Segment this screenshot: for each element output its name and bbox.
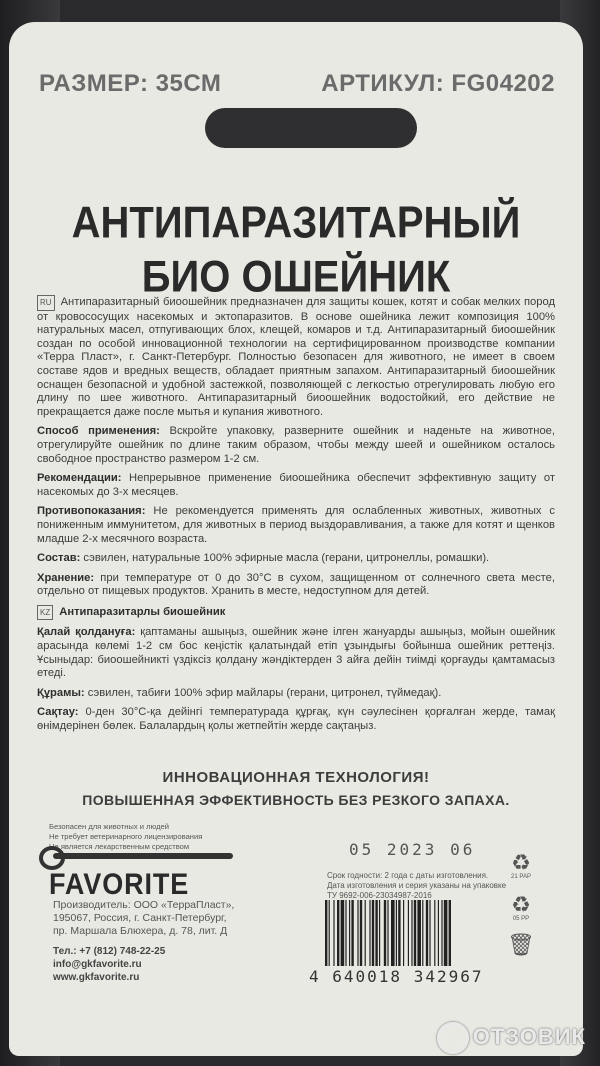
favorite-logo	[39, 846, 234, 901]
barcode-bar	[384, 900, 386, 966]
barcode-bar	[325, 900, 327, 966]
barcode-bar	[345, 900, 346, 966]
website: www.gkfavorite.ru	[53, 972, 140, 983]
barcode-bar	[337, 900, 339, 966]
ru-intro: RU Антипаразитарный биоошейник предназначен для защиты кошек, котят и собак мелких пород от кровососущих насекомых и эктопаразитов. В основе ошейника лежит композиция 100% натуральных масел, отпугивающих блох, клещей, комаров и т.д. Антипаразитарный биоошейник создан по особой инновационной технологии на сертифицированном производстве компании «Терра Пласт», г. Санкт-Петербург. Полностью безопасен для животного, не имеет в своем составе ядов и вредных веществ, обладает приятным запахом. Антипаразитарный биоошейник оснащен безопасной и удобной застежкой, позволяющей с легкостью отрегулировать любую его длину по шее животного. Антипаразитарный биоошейник водостойкий, его действие не прекращается даже после мытья и купания животного.	[37, 296, 555, 418]
barcode-bar	[438, 900, 439, 966]
ru-storage: Хранение: при температуре от 0 до 30°С в сухом, защищенном от солнечного света месте, отдельно от пищевых продуктов. Хранить в месте, недоступном для детей.	[37, 571, 555, 598]
hang-hole	[205, 108, 417, 148]
barcode-bar	[349, 900, 350, 966]
ru-composition: Состав: сэвилен, натуральные 100% эфирные масла (герани, цитронеллы, ромашки).	[37, 552, 490, 565]
kz-storage: Сақтау: 0-ден 30°С-қа дейінгі температурада құрғақ, күн сәулесінен қорғалған жерде, тамақ өнімдерінен бөлек. Балалардың қолы жетпейтін жерде сақтаңыз.	[37, 706, 555, 733]
barcode-bar	[351, 900, 353, 966]
barcode-bar	[341, 900, 345, 966]
slogan	[9, 769, 583, 808]
ru-recommend: Рекомендации: Непрерывное применение биоошейника обеспечит эффективную защиту от насекомых до 3-х месяцев.	[37, 472, 555, 498]
barcode-bar	[422, 900, 423, 966]
product-title	[9, 196, 583, 304]
slogan-line-2: ПОВЫШЕННАЯ ЭФФЕКТИВНОСТЬ БЕЗ РЕЗКОГО ЗАПАХА.	[82, 792, 510, 808]
barcode-bar	[414, 900, 416, 966]
trash-bin-icon: 🗑	[507, 932, 535, 957]
barcode-bar	[441, 900, 442, 966]
header-row	[39, 70, 555, 98]
size-label: РАЗМЕР: 35СМ	[39, 70, 222, 97]
brand-name: FAVORITE	[49, 868, 190, 901]
title-line-1: АНТИПАРАЗИТАРНЫЙ	[71, 198, 521, 248]
barcode-bar	[429, 900, 430, 966]
barcode-bar	[408, 900, 409, 966]
recycle-pap-icon: ♻ 21 PAP	[511, 850, 531, 880]
date-code: 05 2023 06	[349, 840, 476, 859]
barcode-bar	[411, 900, 412, 966]
contacts	[53, 945, 165, 984]
barcode-number: 4 640018 342967	[309, 967, 484, 986]
barcode-bar	[333, 900, 334, 966]
barcode-bar	[357, 900, 358, 966]
kz-usage: Қалай қолдануға: қаптаманы ашыңыз, ошейник және ілген жануарды ашыңыз, мойын ошейник арасында көлемі 1-2 см бос кеңістік қалатындай етіп ұзындығы бойынша ошейник реттеңіз. Ұсыныдар: биоошейникті үздіксіз қолдану жәндіктерден 3 айға дейін тиімді қорғауды қамтамасыз етеді.	[37, 626, 555, 680]
expiry-info: Срок годности: 2 года с даты изготовления. Дата изготовления и серия указаны на упаковке ТУ 9692-006-23034987-2016	[327, 871, 507, 900]
barcode-bar	[379, 900, 380, 966]
ru-contra: Противопоказания: Не рекомендуется применять для ослабленных животных, животных с пониженным иммунитетом, для животных в период выздоравливания, а также для котят и щенков младше 2-х месячного возраста.	[37, 505, 555, 545]
barcode-bar	[360, 900, 362, 966]
barcode-bar	[329, 900, 330, 966]
barcode-bar	[396, 900, 397, 966]
producer-info: Производитель: ООО «ТерраПласт», 195067, Россия, г. Санкт-Петербург, пр. Маршала Блюхера, д. 78, лит. Д	[53, 899, 235, 937]
note-item: Не является лекарственным средством	[49, 842, 190, 851]
leash-line	[53, 853, 233, 859]
email: info@gkfavorite.ru	[53, 959, 142, 970]
ru-usage: Способ применения: Вскройте упаковку, разверните ошейник и наденьте на животное, отрегулируйте ошейник по длине таким образом, чтобы между шеей и ошейником осталось свободное пространство размером 1-2 см.	[37, 425, 555, 465]
title-line-2: БИО ОШЕЙНИК	[141, 252, 451, 302]
barcode-bar	[372, 900, 374, 966]
product-card	[9, 22, 583, 1056]
barcode-bar	[444, 900, 448, 966]
kz-lang-badge: KZ	[37, 605, 53, 621]
slogan-line-1: ИННОВАЦИОННАЯ ТЕХНОЛОГИЯ!	[162, 769, 430, 786]
barcode-bar	[417, 900, 421, 966]
barcode-bar	[375, 900, 377, 966]
barcode-bar	[449, 900, 451, 966]
otzovik-logo-icon	[437, 1022, 469, 1054]
ru-lang-badge: RU	[37, 295, 55, 311]
note-item: Безопасен для животных и людей	[49, 822, 169, 831]
otzovik-watermark: ОТЗОВИК	[437, 1022, 586, 1054]
barcode-bar	[391, 900, 395, 966]
note-item: Не требует ветеринарного лицензирования	[49, 832, 203, 841]
barcode-bar	[403, 900, 404, 966]
phone: Тел.: +7 (812) 748-22-25	[53, 946, 166, 957]
recycle-pp-icon: ♻ 05 PP	[511, 892, 531, 922]
kz-composition: Құрамы: сэвилен, табиғи 100% эфир майлары (герани, цитронел, түймедақ).	[37, 686, 442, 699]
barcode-bar	[365, 900, 366, 966]
barcode-bar	[426, 900, 428, 966]
kz-heading: KZ Антипаразитарлы биошейник	[37, 605, 555, 621]
barcode-bar	[398, 900, 400, 966]
barcode-bar	[369, 900, 370, 966]
ru-section	[37, 295, 555, 740]
article-label: АРТИКУЛ: FG04202	[321, 70, 555, 97]
barcode-bar	[387, 900, 388, 966]
barcode-bar	[434, 900, 435, 966]
